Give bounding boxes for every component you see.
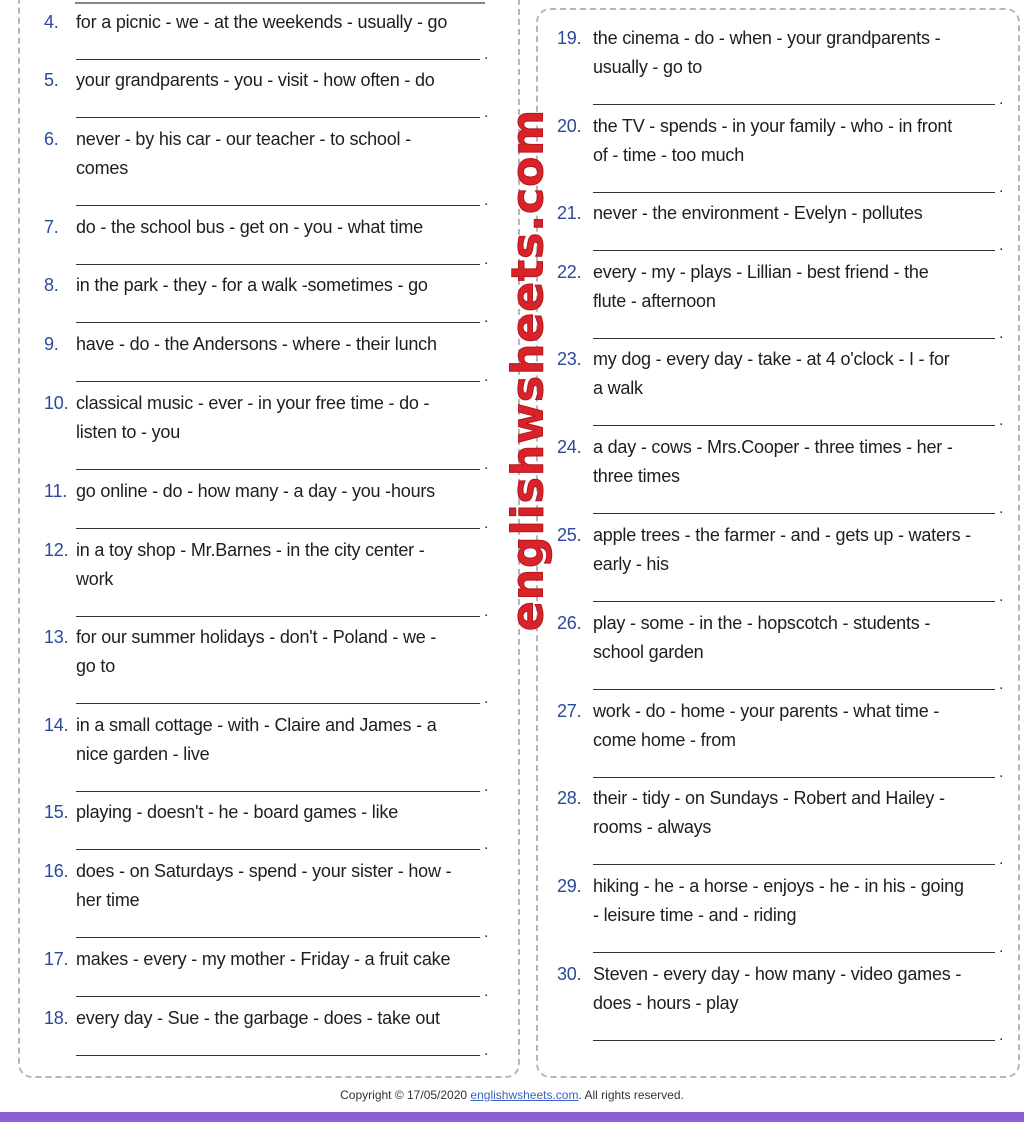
- answer-period: .: [484, 603, 489, 620]
- answer-line[interactable]: [76, 117, 480, 118]
- answer-period: .: [484, 690, 489, 707]
- question-words: never - the environment - Evelyn - pollutes: [593, 203, 923, 223]
- answer-line[interactable]: [593, 425, 995, 426]
- answer-line[interactable]: [593, 192, 995, 193]
- answer-period: .: [999, 764, 1004, 781]
- question-words: classical music - ever - in your free time - do -: [76, 393, 430, 413]
- question-words: three times: [593, 466, 680, 486]
- left-question-17: [44, 945, 451, 974]
- left-question-5: [44, 66, 435, 95]
- question-number: 12.: [44, 540, 69, 560]
- right-question-19: [557, 24, 941, 82]
- question-number: 20.: [557, 116, 582, 136]
- answer-period: .: [999, 1027, 1004, 1044]
- right-question-21: [557, 199, 923, 228]
- answer-period: .: [484, 46, 489, 63]
- question-number: 6.: [44, 129, 59, 149]
- question-words: comes: [76, 158, 129, 178]
- right-question-25: [557, 521, 971, 579]
- answer-line[interactable]: [76, 791, 480, 792]
- answer-period: .: [999, 588, 1004, 605]
- answer-period: .: [484, 368, 489, 385]
- answer-line[interactable]: [593, 1040, 995, 1041]
- question-number: 17.: [44, 949, 69, 969]
- answer-period: .: [999, 500, 1004, 517]
- left-question-15: [44, 798, 399, 827]
- question-words: come home - from: [593, 730, 736, 750]
- question-words: playing - doesn't - he - board games - like: [76, 802, 399, 822]
- answer-line[interactable]: [593, 864, 995, 865]
- question-number: 4.: [44, 12, 59, 32]
- left-question-8: [44, 271, 428, 300]
- question-words: apple trees - the farmer - and - gets up - waters -: [593, 525, 971, 545]
- right-question-20: [557, 112, 953, 170]
- question-number: 26.: [557, 613, 582, 633]
- answer-line[interactable]: [593, 250, 995, 251]
- question-number: 14.: [44, 715, 69, 735]
- answer-line[interactable]: [593, 338, 995, 339]
- question-number: 30.: [557, 964, 582, 984]
- answer-line[interactable]: [593, 952, 995, 953]
- question-words: work - do - home - your parents - what time -: [593, 701, 940, 721]
- question-words: for our summer holidays - don't - Poland - we -: [76, 627, 437, 647]
- answer-line[interactable]: [76, 616, 480, 617]
- answer-line[interactable]: [76, 59, 480, 60]
- answer-line[interactable]: [593, 513, 995, 514]
- answer-period: .: [484, 1042, 489, 1059]
- question-words: nice garden - live: [76, 744, 210, 764]
- answer-line[interactable]: [76, 322, 480, 323]
- answer-period: .: [484, 983, 489, 1000]
- question-words: hiking - he - a horse - enjoys - he - in his - going: [593, 876, 964, 896]
- question-words: makes - every - my mother - Friday - a fruit cake: [76, 949, 451, 969]
- question-number: 21.: [557, 203, 582, 223]
- answer-period: .: [484, 192, 489, 209]
- answer-period: .: [484, 515, 489, 532]
- question-number: 27.: [557, 701, 582, 721]
- question-words: school garden: [593, 642, 704, 662]
- left-question-9: [44, 330, 437, 359]
- question-words: the TV - spends - in your family - who - in front: [593, 116, 953, 136]
- answer-line[interactable]: [76, 528, 480, 529]
- question-words: in a small cottage - with - Claire and James - a: [76, 715, 437, 735]
- answer-line[interactable]: [76, 469, 480, 470]
- answer-period: .: [484, 456, 489, 473]
- answer-line[interactable]: [593, 601, 995, 602]
- answer-line[interactable]: [593, 777, 995, 778]
- question-number: 29.: [557, 876, 582, 896]
- answer-line[interactable]: [76, 381, 480, 382]
- question-number: 15.: [44, 802, 69, 822]
- copyright-footer: [0, 1088, 1024, 1102]
- question-words: rooms - always: [593, 817, 712, 837]
- question-number: 16.: [44, 861, 69, 881]
- right-question-29: [557, 872, 964, 930]
- footer-rights-text: . All rights reserved.: [578, 1088, 684, 1102]
- question-words: of - time - too much: [593, 145, 745, 165]
- answer-period: .: [999, 851, 1004, 868]
- right-question-23: [557, 345, 950, 403]
- question-words: never - by his car - our teacher - to school -: [76, 129, 411, 149]
- answer-period: .: [484, 309, 489, 326]
- question-number: 22.: [557, 262, 582, 282]
- right-question-28: [557, 784, 945, 842]
- question-words: play - some - in the - hopscotch - students -: [593, 613, 931, 633]
- watermark-logo: englishwsheets.com: [502, 108, 554, 632]
- answer-period: .: [999, 939, 1004, 956]
- question-words: do - the school bus - get on - you - what time: [76, 217, 423, 237]
- question-number: 7.: [44, 217, 59, 237]
- question-words: their - tidy - on Sundays - Robert and Hailey -: [593, 788, 945, 808]
- answer-period: .: [484, 836, 489, 853]
- left-question-18: [44, 1004, 440, 1033]
- left-question-16: [44, 857, 452, 915]
- footer-copyright-text: Copyright © 17/05/2020: [340, 1088, 468, 1102]
- question-number: 9.: [44, 334, 59, 354]
- answer-line[interactable]: [76, 849, 480, 850]
- right-question-24: [557, 433, 953, 491]
- question-words: in the park - they - for a walk -sometimes - go: [76, 275, 428, 295]
- left-question-4: [44, 8, 448, 37]
- question-words: her time: [76, 890, 140, 910]
- answer-period: .: [999, 179, 1004, 196]
- question-words: my dog - every day - take - at 4 o'clock - I - for: [593, 349, 950, 369]
- question-words: go online - do - how many - a day - you -hours: [76, 481, 435, 501]
- question-words: have - do - the Andersons - where - their lunch: [76, 334, 437, 354]
- question-words: every - my - plays - Lillian - best friend - the: [593, 262, 929, 282]
- answer-line[interactable]: [76, 1055, 480, 1056]
- right-question-30: [557, 960, 962, 1018]
- question-words: does - on Saturdays - spend - your sister - how -: [76, 861, 452, 881]
- question-words: flute - afternoon: [593, 291, 716, 311]
- question-number: 24.: [557, 437, 582, 457]
- left-question-13: [44, 623, 437, 681]
- question-number: 8.: [44, 275, 59, 295]
- answer-line[interactable]: [76, 205, 480, 206]
- answer-line[interactable]: [76, 703, 480, 704]
- question-number: 28.: [557, 788, 582, 808]
- question-words: the cinema - do - when - your grandparents -: [593, 28, 941, 48]
- question-words: in a toy shop - Mr.Barnes - in the city center -: [76, 540, 425, 560]
- answer-period: .: [484, 104, 489, 121]
- question-number: 25.: [557, 525, 582, 545]
- answer-line[interactable]: [76, 996, 480, 997]
- right-question-22: [557, 258, 929, 316]
- question-words: listen to - you: [76, 422, 181, 442]
- question-words: a walk: [593, 378, 643, 398]
- answer-period: .: [999, 412, 1004, 429]
- question-number: 19.: [557, 28, 582, 48]
- question-number: 5.: [44, 70, 59, 90]
- question-words: go to: [76, 656, 116, 676]
- answer-line[interactable]: [593, 689, 995, 690]
- answer-period: .: [484, 778, 489, 795]
- question-words: work: [76, 569, 114, 589]
- answer-period: .: [999, 91, 1004, 108]
- question-number: 10.: [44, 393, 69, 413]
- right-question-27: [557, 697, 940, 755]
- answer-line[interactable]: [76, 937, 480, 938]
- question-words: every day - Sue - the garbage - does - take out: [76, 1008, 440, 1028]
- left-question-7: [44, 213, 423, 242]
- question-words: your grandparents - you - visit - how often - do: [76, 70, 435, 90]
- answer-period: .: [484, 924, 489, 941]
- answer-period: .: [999, 325, 1004, 342]
- left-question-10: [44, 389, 430, 447]
- question-number: 11.: [44, 481, 68, 501]
- question-number: 18.: [44, 1008, 69, 1028]
- answer-period: .: [999, 676, 1004, 693]
- answer-period: .: [484, 251, 489, 268]
- answer-line[interactable]: [593, 104, 995, 105]
- left-question-14: [44, 711, 437, 769]
- question-words: early - his: [593, 554, 669, 574]
- question-words: usually - go to: [593, 57, 703, 77]
- previous-answer-line: [75, 2, 485, 4]
- question-words: does - hours - play: [593, 993, 739, 1013]
- question-words: for a picnic - we - at the weekends - usually - go: [76, 12, 448, 32]
- question-words: a day - cows - Mrs.Cooper - three times - her -: [593, 437, 953, 457]
- left-question-6: [44, 125, 411, 183]
- question-number: 23.: [557, 349, 582, 369]
- footer-site-link[interactable]: englishwsheets.com: [470, 1088, 579, 1102]
- left-question-11: [44, 477, 435, 506]
- answer-line[interactable]: [76, 264, 480, 265]
- question-words: - leisure time - and - riding: [593, 905, 797, 925]
- question-number: 13.: [44, 627, 69, 647]
- right-question-26: [557, 609, 931, 667]
- question-words: Steven - every day - how many - video games -: [593, 964, 962, 984]
- left-question-12: [44, 536, 425, 594]
- answer-period: .: [999, 237, 1004, 254]
- footer-bar: [0, 1112, 1024, 1122]
